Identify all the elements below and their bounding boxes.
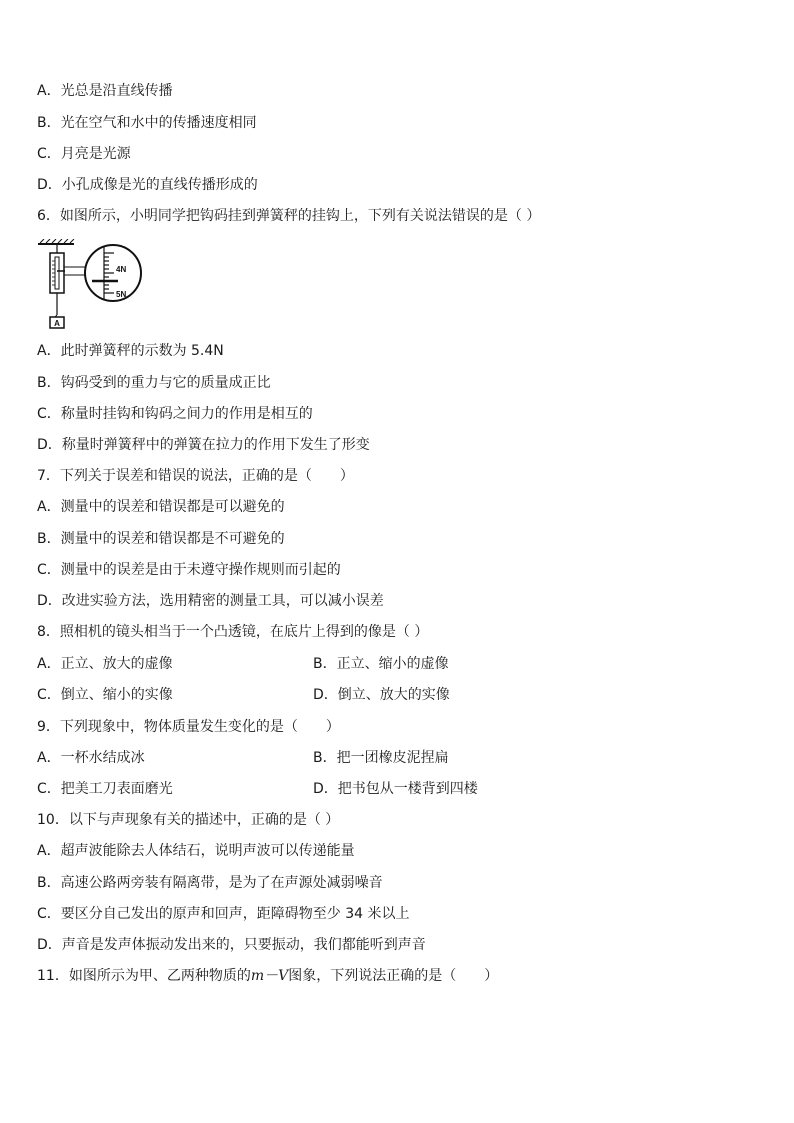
q11-stem-before: 11．如图所示为甲、乙两种物质的 <box>37 968 251 984</box>
q11-stem-after: 图象，下列说法正确的是（ ） <box>288 968 499 984</box>
q7-option-d: D．改进实验方法，选用精密的测量工具，可以减小误差 <box>37 593 384 609</box>
q5-option-a: A．光总是沿直线传播 <box>37 83 173 99</box>
q5-option-c: C．月亮是光源 <box>37 146 131 162</box>
q6-option-d: D．称量时弹簧秤中的弹簧在拉力的作用下发生了形变 <box>37 437 370 453</box>
q7-option-c: C．测量中的误差是由于未遵守操作规则而引起的 <box>37 562 341 578</box>
scale-label-4n: 4N <box>116 265 127 274</box>
q9-option-b: B．把一团橡皮泥捏扁 <box>313 750 449 766</box>
q6-stem: 6．如图所示，小明同学把钩码挂到弹簧秤的挂钩上，下列有关说法错误的是（ ） <box>37 208 541 224</box>
weight-label: A <box>54 319 60 328</box>
q9-option-d: D．把书包从一楼背到四楼 <box>313 781 478 797</box>
q10-option-d: D．声音是发声体振动发出来的，只要振动，我们都能听到声音 <box>37 937 426 953</box>
q6-option-c: C．称量时挂钩和钩码之间力的作用是相互的 <box>37 406 313 422</box>
q5-option-d: D．小孔成像是光的直线传播形成的 <box>37 177 258 193</box>
q7-option-b: B．测量中的误差和错误都是不可避免的 <box>37 531 285 547</box>
q8-option-b: B．正立、缩小的虚像 <box>313 656 449 672</box>
q9-stem: 9．下列现象中，物体质量发生变化的是（ ） <box>37 719 340 735</box>
q9-option-a: A．一杯水结成冰 <box>37 750 145 766</box>
q10-option-a: A．超声波能除去人体结石，说明声波可以传递能量 <box>37 843 355 859</box>
q11-stem <box>37 967 498 985</box>
q6-option-a: A．此时弹簧秤的示数为 5.4N <box>37 343 224 359</box>
spring-scale-diagram <box>38 239 148 329</box>
q7-option-a: A．测量中的误差和错误都是可以避免的 <box>37 499 285 515</box>
q9-option-c: C．把美工刀表面磨光 <box>37 781 173 797</box>
q10-stem: 10．以下与声现象有关的描述中，正确的是（ ） <box>37 812 340 828</box>
spring-scale-figure <box>38 239 148 329</box>
q10-option-c: C．要区分自己发出的原声和回声，距障碍物至少 34 米以上 <box>37 906 410 922</box>
q8-stem: 8．照相机的镜头相当于一个凸透镜，在底片上得到的像是（ ） <box>37 624 429 640</box>
q5-option-b: B．光在空气和水中的传播速度相同 <box>37 115 257 131</box>
q8-option-a: A．正立、放大的虚像 <box>37 656 173 672</box>
scale-label-5n: 5N <box>116 290 127 299</box>
q6-option-b: B．钩码受到的重力与它的质量成正比 <box>37 375 271 391</box>
q11-math-mv: m－V <box>250 968 289 984</box>
q7-stem: 7．下列关于误差和错误的说法，正确的是（ ） <box>37 468 354 484</box>
q8-option-c: C．倒立、缩小的实像 <box>37 687 173 703</box>
q8-option-d: D．倒立、放大的实像 <box>313 687 450 703</box>
q10-option-b: B．高速公路两旁装有隔离带，是为了在声源处减弱噪音 <box>37 875 383 891</box>
